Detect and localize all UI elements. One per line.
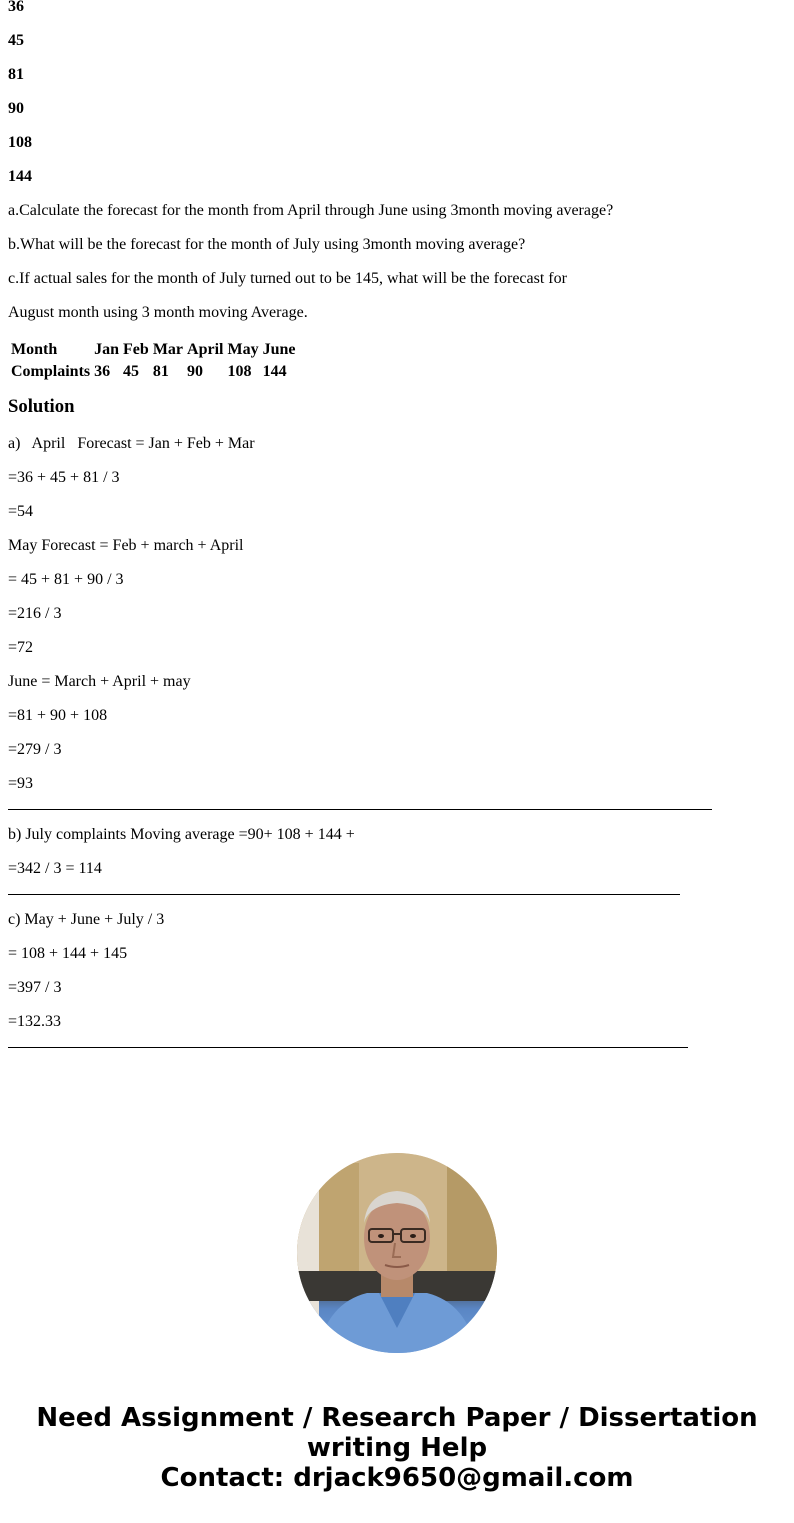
document-body xyxy=(8,0,778,1064)
table-cell: Feb xyxy=(123,341,149,358)
solution-line: =54 xyxy=(8,503,34,520)
solution-line: b) July complaints Moving average =90+ 108 + 144 + xyxy=(8,826,355,843)
divider xyxy=(8,809,712,810)
question-b: b.What will be the forecast for the month of July using 3month moving average? xyxy=(8,236,526,253)
promo-banner xyxy=(0,1403,794,1493)
value-81: 81 xyxy=(8,66,24,83)
question-c-cont: August month using 3 month moving Average. xyxy=(8,304,308,321)
solution-line: =342 / 3 = 114 xyxy=(8,860,102,877)
value-144: 144 xyxy=(8,168,32,185)
complaints-table xyxy=(8,338,298,384)
divider xyxy=(8,894,680,895)
table-cell: 36 xyxy=(94,363,111,380)
table-cell: Month xyxy=(11,341,58,358)
value-108: 108 xyxy=(8,134,32,151)
solution-line: =216 / 3 xyxy=(8,605,62,622)
promo-contact[interactable]: Contact: drjack9650@gmail.com xyxy=(160,1463,634,1493)
question-a: a.Calculate the forecast for the month from April through June using 3month moving average? xyxy=(8,202,614,219)
author-avatar xyxy=(297,1153,497,1353)
table-cell: 108 xyxy=(227,363,252,380)
table-cell: 81 xyxy=(152,363,169,380)
question-c: c.If actual sales for the month of July turned out to be 145, what will be the forecast for xyxy=(8,270,567,287)
value-45: 45 xyxy=(8,32,24,49)
solution-line: =132.33 xyxy=(8,1013,62,1030)
solution-line: =397 / 3 xyxy=(8,979,62,996)
table-cell: May xyxy=(227,341,259,358)
table-cell: 144 xyxy=(262,363,287,380)
table-cell: 45 xyxy=(123,363,140,380)
solution-line: June = March + April + may xyxy=(8,673,191,690)
solution-line: =81 + 90 + 108 xyxy=(8,707,108,724)
solution-line: = 108 + 144 + 145 xyxy=(8,945,128,962)
table-cell: Complaints xyxy=(11,363,91,380)
table-cell: Mar xyxy=(152,341,184,358)
author-photo xyxy=(297,1153,497,1353)
solution-line: =72 xyxy=(8,639,34,656)
solution-line: May Forecast = Feb + march + April xyxy=(8,537,244,554)
value-36: 36 xyxy=(8,0,24,15)
value-90: 90 xyxy=(8,100,24,117)
solution-line: c) May + June + July / 3 xyxy=(8,911,165,928)
table-cell: April xyxy=(187,341,224,358)
table-cell: June xyxy=(262,341,296,358)
solution-line: =36 + 45 + 81 / 3 xyxy=(8,469,120,486)
promo-line-2: writing Help xyxy=(306,1433,488,1463)
solution-line: a) April Forecast = Jan + Feb + Mar xyxy=(8,435,255,452)
solution-line: =93 xyxy=(8,775,34,792)
solution-line: = 45 + 81 + 90 / 3 xyxy=(8,571,124,588)
promo-line-1: Need Assignment / Research Paper / Dissertation xyxy=(36,1403,758,1433)
divider xyxy=(8,1047,688,1048)
table-cell: 90 xyxy=(187,363,204,380)
table-row xyxy=(10,340,296,360)
table-cell: Jan xyxy=(94,341,120,358)
solution-heading: Solution xyxy=(8,396,75,417)
solution-line: =279 / 3 xyxy=(8,741,62,758)
table-row xyxy=(10,362,296,382)
